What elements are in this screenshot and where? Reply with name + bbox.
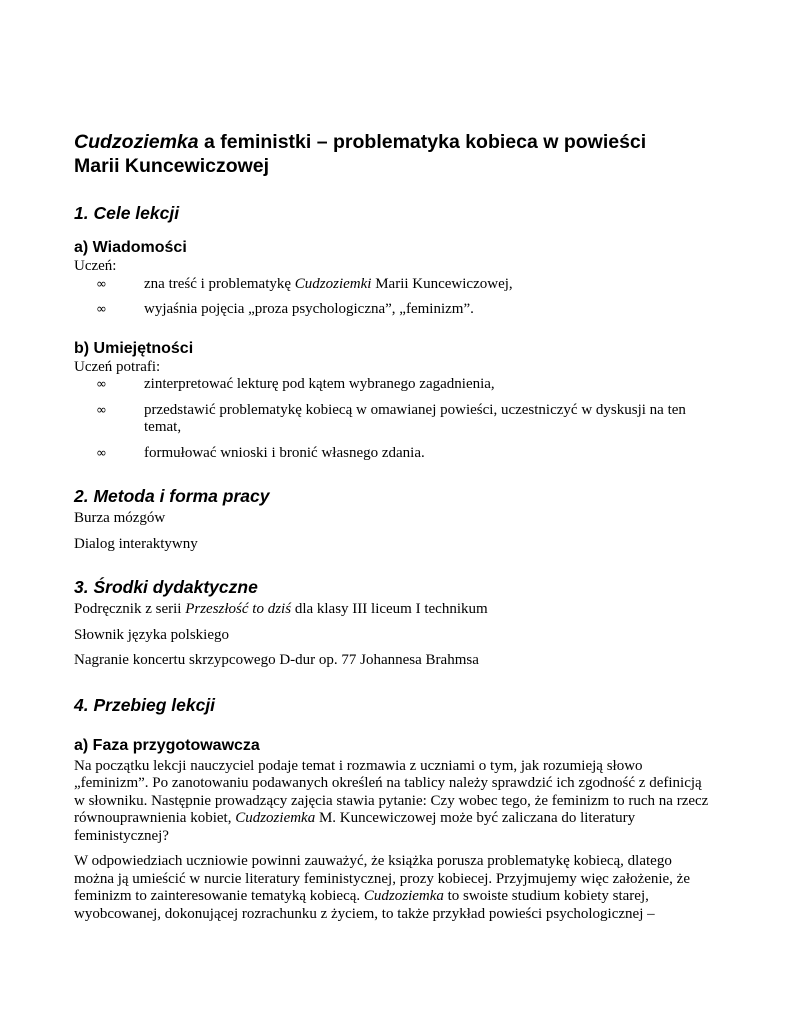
section3-line-3: Nagranie koncertu skrzypcowego D-dur op. 77 Johannesa Brahmsa <box>74 652 479 668</box>
section3-heading: 3. Środki dydaktyczne <box>74 577 258 597</box>
infinity-bullet-icon: ∞ <box>96 402 107 418</box>
list-item: ∞ formułować wnioski i bronić własnego zdania. <box>96 444 425 461</box>
section1b-intro: Uczeń potrafi: <box>74 358 161 375</box>
document-title <box>74 130 714 178</box>
section1a-intro: Uczeń: <box>74 258 117 274</box>
section4a-paragraph-1: Na początku lekcji nauczyciel podaje temat i rozmawia z uczniami o tym, jak rozumieją słowo „feminizm”. Po zanotowaniu podawanych określeń na tablicy należy sprawdzić ich zgodność z definicją w słowniku. Następnie prowadzący zajęcia stawia pytanie: Czy wobec tego, że feminizm to ruch na rzecz równouprawnienia kobiet, Cudzoziemka M. Kuncewiczowej może być zaliczana do literatury feministycznej? <box>74 757 709 844</box>
section1a-list <box>74 276 714 319</box>
section2-heading: 2. Metoda i forma pracy <box>74 486 270 506</box>
document-page <box>74 128 714 923</box>
infinity-bullet-icon: ∞ <box>96 302 107 317</box>
infinity-bullet-icon: ∞ <box>96 377 107 392</box>
list-item: ∞ wyjaśnia pojęcia „proza psychologiczna”, „feminizm”. <box>96 301 474 317</box>
infinity-bullet-icon: ∞ <box>96 276 107 292</box>
section3-line-1: Podręcznik z serii Przeszłość to dziś dla klasy III liceum I technikum <box>74 601 488 617</box>
list-item: ∞ zinterpretować lekturę pod kątem wybranego zagadnienia, <box>96 376 495 392</box>
section4-heading: 4. Przebieg lekcji <box>74 694 216 715</box>
section1-heading: 1. Cele lekcji <box>74 203 180 223</box>
section3-line-2: Słownik języka polskiego <box>74 626 229 643</box>
title-italic-word: Cudzoziemka <box>74 131 199 153</box>
section4a-paragraph-2: W odpowiedziach uczniowie powinni zauważyć, że książka porusza problematykę kobiecą, dlatego można ją umieścić w nurcie literatury feministycznej, prozy kobiecej. Przyjmujemy więc założenie, że feminizm to zainteresowanie tematyką kobiecą. Cudzoziemka to swoiste studium kobiety starej, wyobcowanej, dokonującej rozrachunku z życiem, to także przykład powieści psychologicznej – <box>74 853 690 922</box>
title-line1-rest: a feministki – problematyka kobieca w powieści <box>198 131 647 153</box>
section2-line-2: Dialog interaktywny <box>74 535 198 552</box>
section2-line-1: Burza mózgów <box>74 510 166 526</box>
list-item: ∞ przedstawić problematykę kobiecą w omawianej powieści, uczestniczyć w dyskusji na ten temat, <box>96 401 686 435</box>
section1b-list <box>74 376 714 462</box>
list-item: ∞ zna treść i problematykę Cudzoziemki Marii Kuncewiczowej, <box>96 275 513 292</box>
section4a-heading: a) Faza przygotowawcza <box>74 736 260 754</box>
title-line2: Marii Kuncewiczowej <box>74 155 270 177</box>
section1b-heading: b) Umiejętności <box>74 339 194 357</box>
section1a-heading: a) Wiadomości <box>74 239 187 256</box>
infinity-bullet-icon: ∞ <box>96 445 107 461</box>
